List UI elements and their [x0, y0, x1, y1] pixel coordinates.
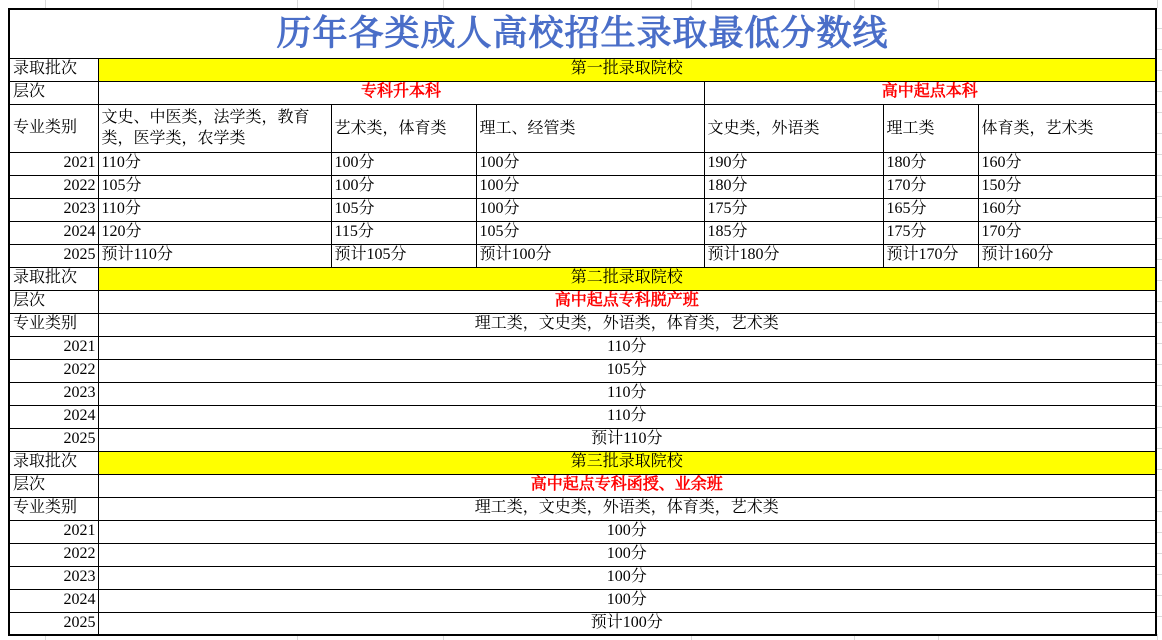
- batch3-row: [9, 451, 1156, 474]
- table-row: [9, 589, 1156, 612]
- score-cell: 175分: [883, 221, 978, 244]
- score-cell: 100分: [98, 543, 1156, 566]
- year-cell: 2025: [9, 244, 98, 267]
- score-cell: 110分: [98, 405, 1156, 428]
- year-cell: 2024: [9, 589, 98, 612]
- category-cell: 体育类，艺术类: [978, 104, 1156, 152]
- table-row: [9, 382, 1156, 405]
- batch1-row: [9, 58, 1156, 81]
- title-row: [9, 9, 1156, 58]
- score-cell: 100分: [476, 175, 704, 198]
- level-cell-left: 专科升本科: [98, 81, 704, 104]
- category-cell: 理工类，文史类，外语类，体育类，艺术类: [98, 313, 1156, 336]
- batch2-name-cell: 第二批录取院校: [98, 267, 1156, 290]
- score-cell: 120分: [98, 221, 331, 244]
- year-cell: 2025: [9, 612, 98, 635]
- score-cell: 105分: [331, 198, 476, 221]
- row-header-category: 专业类别: [9, 104, 98, 152]
- year-cell: 2023: [9, 382, 98, 405]
- year-cell: 2025: [9, 428, 98, 451]
- score-cell: 150分: [978, 175, 1156, 198]
- batch3-category-row: [9, 497, 1156, 520]
- batch3-level-row: [9, 474, 1156, 497]
- score-cell: 165分: [883, 198, 978, 221]
- year-cell: 2021: [9, 152, 98, 175]
- score-cell: 170分: [883, 175, 978, 198]
- score-cell: 100分: [476, 152, 704, 175]
- batch2-level-row: [9, 290, 1156, 313]
- category-cell: 文史类，外语类: [704, 104, 883, 152]
- score-cell: 190分: [704, 152, 883, 175]
- score-cell: 100分: [331, 175, 476, 198]
- row-header-level: 层次: [9, 81, 98, 104]
- page-title: 历年各类成人高校招生录取最低分数线: [9, 9, 1156, 58]
- table-row: [9, 520, 1156, 543]
- batch1-level-row: [9, 81, 1156, 104]
- batch3-name-cell: 第三批录取院校: [98, 451, 1156, 474]
- table-row: [9, 221, 1156, 244]
- margin-gridline: [938, 0, 939, 8]
- score-cell: 185分: [704, 221, 883, 244]
- score-cell: 预计100分: [476, 244, 704, 267]
- score-cell: 预计170分: [883, 244, 978, 267]
- level-cell-right: 高中起点本科: [704, 81, 1156, 104]
- row-header-category: 专业类别: [9, 497, 98, 520]
- table-row: [9, 405, 1156, 428]
- category-cell: 文史、中医类，法学类，教育类，医学类，农学类: [98, 104, 331, 152]
- level-cell: 高中起点专科函授、业余班: [98, 474, 1156, 497]
- row-header-level: 层次: [9, 290, 98, 313]
- score-cell: 110分: [98, 382, 1156, 405]
- score-cell: 预计110分: [98, 244, 331, 267]
- score-cell: 180分: [704, 175, 883, 198]
- row-header-batch: 录取批次: [9, 267, 98, 290]
- year-cell: 2024: [9, 221, 98, 244]
- table-row: [9, 566, 1156, 589]
- score-cell: 100分: [98, 566, 1156, 589]
- score-cell: 110分: [98, 336, 1156, 359]
- margin-gridline: [1157, 0, 1158, 8]
- table-row: [9, 152, 1156, 175]
- score-cell: 110分: [98, 152, 331, 175]
- score-cell: 105分: [98, 175, 331, 198]
- row-header-category: 专业类别: [9, 313, 98, 336]
- score-cell: 预计105分: [331, 244, 476, 267]
- row-header-batch: 录取批次: [9, 451, 98, 474]
- category-cell: 艺术类，体育类: [331, 104, 476, 152]
- score-cell: 预计110分: [98, 428, 1156, 451]
- batch1-category-row: [9, 104, 1156, 152]
- row-header-level: 层次: [9, 474, 98, 497]
- margin-gridline: [854, 0, 855, 8]
- margin-gridline: [443, 0, 444, 8]
- score-cell: 预计160分: [978, 244, 1156, 267]
- score-cell: 160分: [978, 152, 1156, 175]
- score-cell: 100分: [476, 198, 704, 221]
- score-cell: 100分: [98, 589, 1156, 612]
- score-cell: 160分: [978, 198, 1156, 221]
- batch2-category-row: [9, 313, 1156, 336]
- margin-gridline: [691, 0, 692, 8]
- table-row: [9, 612, 1156, 635]
- margin-gridline: [297, 0, 298, 8]
- margin-gridline: [45, 0, 46, 8]
- category-cell: 理工类: [883, 104, 978, 152]
- score-cell: 100分: [331, 152, 476, 175]
- score-cell: 预计180分: [704, 244, 883, 267]
- table-row: [9, 359, 1156, 382]
- batch1-name-cell: 第一批录取院校: [98, 58, 1156, 81]
- year-cell: 2023: [9, 566, 98, 589]
- row-header-batch: 录取批次: [9, 58, 98, 81]
- score-cell: 180分: [883, 152, 978, 175]
- year-cell: 2022: [9, 175, 98, 198]
- table-row: [9, 543, 1156, 566]
- score-cell: 105分: [98, 359, 1156, 382]
- score-cell: 105分: [476, 221, 704, 244]
- table-row: [9, 244, 1156, 267]
- batch2-row: [9, 267, 1156, 290]
- category-cell: 理工类，文史类，外语类，体育类，艺术类: [98, 497, 1156, 520]
- margin-gridline: [1157, 634, 1158, 640]
- score-cell: 预计100分: [98, 612, 1156, 635]
- score-cell: 175分: [704, 198, 883, 221]
- score-table: [8, 8, 1157, 636]
- year-cell: 2024: [9, 405, 98, 428]
- category-cell: 理工、经管类: [476, 104, 704, 152]
- year-cell: 2021: [9, 520, 98, 543]
- level-cell: 高中起点专科脱产班: [98, 290, 1156, 313]
- table-row: [9, 175, 1156, 198]
- score-cell: 110分: [98, 198, 331, 221]
- year-cell: 2021: [9, 336, 98, 359]
- table-row: [9, 428, 1156, 451]
- table-row: [9, 198, 1156, 221]
- score-cell: 170分: [978, 221, 1156, 244]
- year-cell: 2022: [9, 543, 98, 566]
- year-cell: 2023: [9, 198, 98, 221]
- year-cell: 2022: [9, 359, 98, 382]
- table-row: [9, 336, 1156, 359]
- score-cell: 115分: [331, 221, 476, 244]
- score-cell: 100分: [98, 520, 1156, 543]
